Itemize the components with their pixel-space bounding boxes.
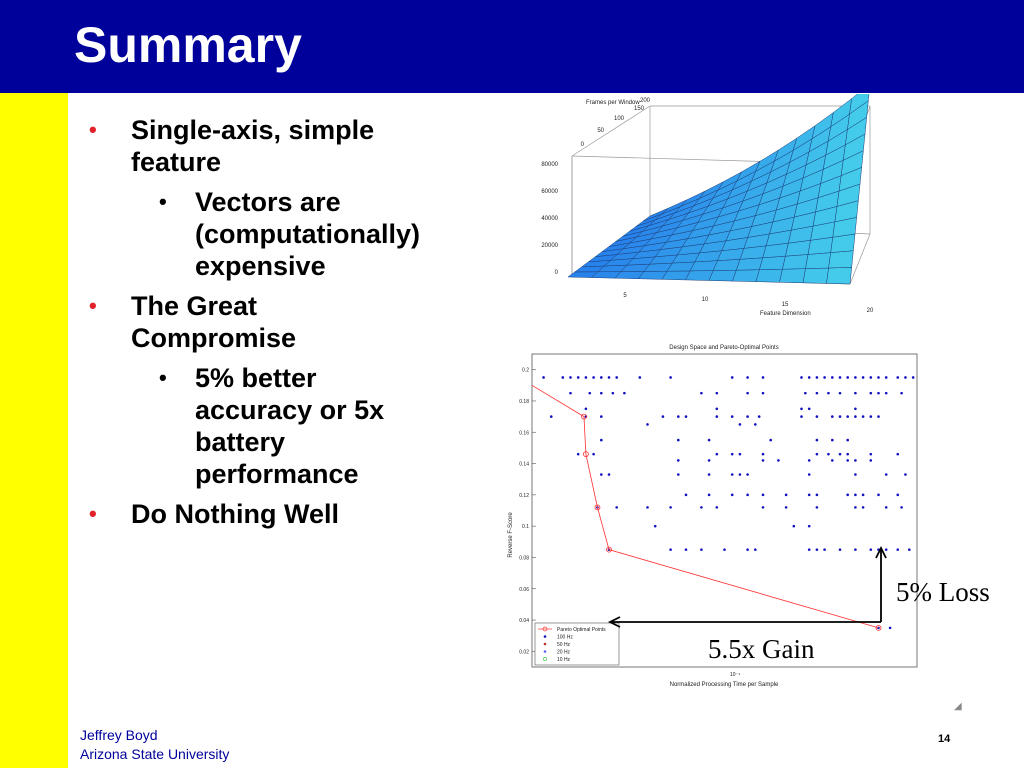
scatter-title: Design Space and Pareto-Optimal Points bbox=[669, 345, 779, 351]
scatter-point bbox=[827, 392, 830, 395]
scatter-point bbox=[762, 459, 765, 462]
scatter-point bbox=[862, 494, 865, 497]
scatter-point bbox=[731, 494, 734, 497]
scatter-point bbox=[900, 506, 903, 509]
scatter-point bbox=[808, 376, 811, 379]
slide-title: Summary bbox=[74, 17, 302, 73]
surface-cell bbox=[733, 270, 760, 282]
surface-y-tick: 0 bbox=[580, 142, 584, 148]
legend-label: 50 Hz bbox=[557, 641, 571, 648]
scatter-y-tick-label: 0.14 bbox=[519, 461, 529, 468]
surface-cell bbox=[827, 267, 852, 284]
scatter-point bbox=[677, 415, 680, 418]
scatter-point bbox=[716, 453, 719, 456]
scatter-point bbox=[700, 506, 703, 509]
scatter-point bbox=[870, 459, 873, 462]
bullet-line: expensive bbox=[195, 251, 326, 281]
scatter-y-tick-label: 0.16 bbox=[519, 430, 529, 437]
scatter-point bbox=[816, 453, 819, 456]
scatter-point bbox=[569, 392, 572, 395]
scatter-point bbox=[839, 415, 842, 418]
scatter-point bbox=[846, 453, 849, 456]
scatter-point bbox=[808, 525, 811, 528]
scatter-y-tick-label: 0.02 bbox=[519, 649, 529, 656]
surface-x-tick: 5 bbox=[623, 293, 627, 299]
scatter-point bbox=[904, 473, 907, 476]
surface-cell bbox=[686, 271, 714, 281]
scatter-point bbox=[746, 473, 749, 476]
legend-label: 100 Hz bbox=[557, 634, 573, 641]
surface-x-tick: 15 bbox=[781, 302, 789, 308]
scatter-point bbox=[877, 376, 880, 379]
scatter-point bbox=[877, 494, 880, 497]
scatter-point bbox=[846, 459, 849, 462]
scatter-point bbox=[808, 473, 811, 476]
scatter-point bbox=[831, 376, 834, 379]
surface-cell bbox=[782, 254, 808, 269]
surface-cell bbox=[709, 270, 736, 281]
scatter-point bbox=[758, 415, 761, 418]
scatter-point bbox=[716, 415, 719, 418]
scatter-point bbox=[716, 407, 719, 410]
scatter-point bbox=[785, 506, 788, 509]
scatter-point bbox=[885, 392, 888, 395]
scatter-point bbox=[708, 473, 711, 476]
scatter-point bbox=[662, 415, 665, 418]
scatter-point bbox=[585, 407, 588, 410]
scatter-point bbox=[846, 376, 849, 379]
bullet-line: accuracy or 5x bbox=[195, 395, 385, 425]
surface-cell bbox=[829, 251, 854, 268]
scatter-point bbox=[639, 376, 642, 379]
scatter-point bbox=[831, 415, 834, 418]
bullet-item bbox=[75, 498, 495, 530]
scatter-x-exponent: 10⁻⁴ bbox=[730, 672, 741, 678]
scatter-point bbox=[762, 392, 765, 395]
surface-z-tick: 80000 bbox=[541, 162, 558, 168]
scatter-point bbox=[870, 392, 873, 395]
scatter-point bbox=[762, 494, 765, 497]
surface-cell bbox=[713, 259, 740, 270]
scatter-point bbox=[896, 376, 899, 379]
surface-cell bbox=[806, 253, 831, 269]
surface-x-tick: 10 bbox=[701, 297, 709, 303]
scatter-point bbox=[739, 473, 742, 476]
scatter-point bbox=[896, 494, 899, 497]
surface-y-axis-label: Frames per Window bbox=[586, 100, 640, 106]
surface-z-tick: 40000 bbox=[541, 216, 558, 222]
scatter-point bbox=[550, 415, 553, 418]
title-bar bbox=[0, 0, 1024, 93]
scatter-point bbox=[708, 459, 711, 462]
scatter-point bbox=[839, 376, 842, 379]
scatter-point bbox=[854, 506, 857, 509]
scatter-point bbox=[816, 415, 819, 418]
scatter-point bbox=[816, 376, 819, 379]
scatter-point bbox=[731, 415, 734, 418]
bullet-glyph: • bbox=[89, 501, 97, 526]
scatter-point bbox=[577, 453, 580, 456]
scatter-y-label: Reverse F-Score bbox=[508, 512, 514, 558]
left-accent-bar bbox=[0, 93, 68, 768]
bullet-item bbox=[75, 114, 495, 178]
scatter-point bbox=[854, 415, 857, 418]
scatter-point bbox=[615, 506, 618, 509]
scatter-point bbox=[854, 376, 857, 379]
scatter-point bbox=[877, 392, 880, 395]
scatter-point bbox=[854, 494, 857, 497]
scatter-point bbox=[896, 453, 899, 456]
surface-x-tick: 20 bbox=[866, 308, 874, 314]
scatter-point bbox=[827, 453, 830, 456]
scatter-point bbox=[746, 415, 749, 418]
scatter-point bbox=[685, 415, 688, 418]
scatter-point bbox=[831, 439, 834, 442]
bullet-item bbox=[75, 290, 495, 354]
scatter-point bbox=[646, 506, 649, 509]
scatter-point bbox=[569, 376, 572, 379]
surface-mesh bbox=[568, 94, 870, 284]
legend-swatch bbox=[544, 635, 547, 638]
bullet-glyph: • bbox=[89, 117, 97, 142]
scatter-point bbox=[615, 376, 618, 379]
scatter-point bbox=[685, 494, 688, 497]
surface-cell bbox=[736, 258, 762, 270]
surface-z-tick: 20000 bbox=[541, 243, 558, 249]
scatter-point bbox=[854, 407, 857, 410]
legend-swatch bbox=[544, 643, 547, 646]
bullet-line: feature bbox=[131, 147, 222, 177]
surface-y-tick: 200 bbox=[639, 98, 650, 104]
scatter-point bbox=[912, 376, 915, 379]
gain-annotation: 5.5x Gain bbox=[708, 634, 815, 664]
scatter-point bbox=[708, 439, 711, 442]
scatter-point bbox=[677, 459, 680, 462]
scatter-point bbox=[816, 506, 819, 509]
scatter-point bbox=[762, 506, 765, 509]
scatter-point bbox=[588, 392, 591, 395]
scatter-point bbox=[877, 415, 880, 418]
bullet-line: Vectors are bbox=[195, 187, 341, 217]
scatter-point bbox=[700, 392, 703, 395]
scatter-point bbox=[731, 473, 734, 476]
bullet-line: 5% better bbox=[195, 363, 317, 393]
legend-label: 20 Hz bbox=[557, 649, 571, 656]
scatter-x-label: Normalized Processing Time per Sample bbox=[669, 682, 779, 688]
surface-z-tick: 0 bbox=[554, 270, 558, 276]
scatter-point bbox=[808, 494, 811, 497]
scatter-point bbox=[646, 423, 649, 426]
scatter-point bbox=[854, 473, 857, 476]
scatter-y-tick-label: 0.1 bbox=[522, 524, 529, 531]
bullet-line: performance bbox=[195, 459, 359, 489]
surface-cell bbox=[780, 269, 806, 283]
bullet-item bbox=[75, 186, 495, 282]
scatter-point bbox=[885, 376, 888, 379]
page-number: 14 bbox=[938, 733, 951, 745]
resize-grip-icon: ◢ bbox=[954, 701, 962, 712]
scatter-point bbox=[754, 423, 757, 426]
scatter-point bbox=[900, 392, 903, 395]
scatter-point bbox=[816, 439, 819, 442]
scatter-point bbox=[669, 506, 672, 509]
scatter-point bbox=[542, 376, 545, 379]
scatter-point bbox=[854, 459, 857, 462]
scatter-point bbox=[870, 376, 873, 379]
scatter-point bbox=[885, 473, 888, 476]
scatter-point bbox=[600, 376, 603, 379]
scatter-point bbox=[677, 439, 680, 442]
surface-cell bbox=[759, 256, 785, 270]
footer-author: Jeffrey Boyd bbox=[80, 727, 158, 743]
scatter-point bbox=[808, 407, 811, 410]
surface-y-tick: 150 bbox=[633, 106, 644, 112]
scatter-point bbox=[804, 392, 807, 395]
scatter-point bbox=[762, 453, 765, 456]
scatter-point bbox=[731, 453, 734, 456]
scatter-point bbox=[612, 392, 615, 395]
surface-x-axis-label: Feature Dimension bbox=[760, 311, 811, 317]
scatter-point bbox=[846, 415, 849, 418]
surface-cell bbox=[803, 268, 829, 283]
bullet-line: Single-axis, simple bbox=[131, 115, 375, 145]
scatter-point bbox=[623, 392, 626, 395]
scatter-point bbox=[846, 494, 849, 497]
scatter-point bbox=[739, 423, 742, 426]
scatter-point bbox=[862, 506, 865, 509]
scatter-point bbox=[839, 392, 842, 395]
scatter-y-tick-label: 0.12 bbox=[519, 492, 529, 499]
loss-annotation: 5% Loss bbox=[896, 577, 990, 607]
scatter-point bbox=[654, 525, 657, 528]
scatter-point bbox=[904, 376, 907, 379]
scatter-point bbox=[746, 392, 749, 395]
scatter-point bbox=[808, 459, 811, 462]
scatter-y-tick-label: 0.18 bbox=[519, 398, 529, 405]
scatter-point bbox=[600, 473, 603, 476]
bullet-glyph: • bbox=[89, 293, 97, 318]
scatter-point bbox=[746, 376, 749, 379]
scatter-point bbox=[870, 415, 873, 418]
footer bbox=[80, 726, 229, 764]
surface-y-tick: 50 bbox=[597, 128, 604, 134]
scatter-point bbox=[600, 392, 603, 395]
scatter-point bbox=[885, 506, 888, 509]
scatter-point bbox=[592, 376, 595, 379]
scatter-y-tick-label: 0.06 bbox=[519, 586, 529, 593]
scatter-point bbox=[600, 415, 603, 418]
scatter-point bbox=[800, 415, 803, 418]
scatter-point bbox=[608, 473, 611, 476]
scatter-point bbox=[793, 525, 796, 528]
scatter-point bbox=[816, 392, 819, 395]
scatter-point bbox=[854, 392, 857, 395]
legend-swatch bbox=[544, 650, 547, 653]
scatter-point bbox=[762, 376, 765, 379]
scatter-point bbox=[785, 494, 788, 497]
scatter-point bbox=[739, 453, 742, 456]
scatter-point bbox=[608, 376, 611, 379]
scatter-point bbox=[677, 473, 680, 476]
scatter-point bbox=[577, 376, 580, 379]
scatter-point bbox=[800, 376, 803, 379]
footer-affiliation: Arizona State University bbox=[80, 746, 230, 762]
bullet-line: Compromise bbox=[131, 323, 297, 353]
scatter-point bbox=[846, 439, 849, 442]
scatter-point bbox=[823, 376, 826, 379]
surface-box-edge bbox=[572, 106, 650, 156]
scatter-point bbox=[716, 392, 719, 395]
scatter-point bbox=[862, 376, 865, 379]
surface-chart bbox=[520, 94, 880, 324]
bullet-line: battery bbox=[195, 427, 286, 457]
scatter-point bbox=[585, 376, 588, 379]
scatter-y-tick-label: 0.04 bbox=[519, 618, 529, 625]
scatter-point bbox=[908, 548, 911, 551]
scatter-point bbox=[870, 453, 873, 456]
scatter-point bbox=[669, 376, 672, 379]
surface-y-tick: 100 bbox=[613, 116, 624, 122]
scatter-point bbox=[777, 459, 780, 462]
scatter-point bbox=[769, 439, 772, 442]
scatter-point bbox=[839, 453, 842, 456]
scatter-point bbox=[731, 376, 734, 379]
scatter-point bbox=[816, 494, 819, 497]
bullet-glyph: • bbox=[159, 189, 167, 214]
legend-label: Pareto Optimal Points bbox=[557, 626, 606, 633]
scatter-point bbox=[746, 494, 749, 497]
scatter-y-tick-label: 0.2 bbox=[522, 367, 529, 374]
bullet-item bbox=[75, 362, 495, 490]
bullet-line: The Great bbox=[131, 291, 258, 321]
scatter-point bbox=[708, 494, 711, 497]
scatter-point bbox=[862, 415, 865, 418]
scatter-point bbox=[831, 459, 834, 462]
scatter-y-tick-label: 0.08 bbox=[519, 555, 529, 562]
bullet-list bbox=[75, 114, 495, 538]
surface-cell bbox=[756, 269, 782, 282]
scatter-point bbox=[592, 453, 595, 456]
bullet-line: Do Nothing Well bbox=[131, 499, 339, 529]
scatter-point bbox=[600, 439, 603, 442]
legend-label: 10 Hz bbox=[557, 656, 571, 663]
surface-z-tick: 60000 bbox=[541, 189, 558, 195]
bullet-line: (computationally) bbox=[195, 219, 421, 249]
scatter-point bbox=[800, 407, 803, 410]
bullet-glyph: • bbox=[159, 365, 167, 390]
scatter-point bbox=[562, 376, 565, 379]
scatter-point bbox=[716, 506, 719, 509]
